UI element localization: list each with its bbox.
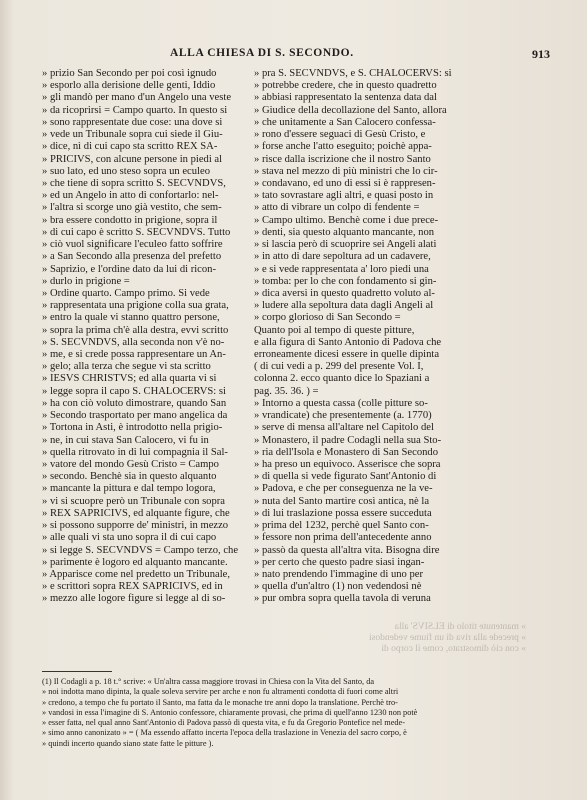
footnote-line: » esser fatta, nel qual anno Sant'Antonio di Padova passò di questa vita, e fu da Gregorio Pontefice nel mede-	[42, 718, 406, 728]
text-line: » atto di vibrare un colpo di fendente =	[254, 202, 420, 214]
right-text-column	[254, 68, 482, 606]
text-line: » sono rappresentate due cose: una dove si	[42, 116, 223, 128]
text-line: » dice, nì di cui capo sta scritto REX SA-	[42, 141, 218, 153]
text-line: » gli mandò per mano d'un Angelo una veste	[42, 92, 232, 104]
text-line: colonna 2. ecco quanto dice lo Spaziani a	[254, 373, 430, 385]
footnote-divider	[42, 671, 112, 672]
bleed-through-text	[186, 622, 526, 655]
text-line: » legge sopra il capo S. CHALOCERVS: si	[42, 385, 226, 397]
text-line: » Apparisce come nel predetto un Tribunale,	[42, 568, 230, 580]
text-line: » l'altra si scorge uno già vestito, che sem-	[42, 202, 222, 214]
text-line: » vi si scuopre però un Tribunale con sopra	[42, 495, 226, 507]
text-line: » pra S. SECVNDVS, e S. CHALOCERVS: si	[254, 68, 452, 79]
text-line: » denti, sia questo alquanto mancante, non	[254, 226, 435, 238]
text-line: » Secondo trasportato per mano angelica da	[42, 410, 228, 422]
text-line: » da ricoprirsi = Campo quarto. In questo si	[42, 104, 228, 116]
bleed-through-line: » con ciò dimostrato, come il corpo di	[381, 644, 526, 654]
text-line: » prima del 1232, perchè quel Santo con-	[254, 520, 429, 532]
text-line: » nuta del Santo martire così antica, nè la	[254, 495, 430, 507]
text-line: » ha con ciò voluto dimostrare, quando San	[42, 397, 227, 409]
page-header	[40, 47, 550, 63]
text-line: » sopra la prima ch'è alla destra, evvi scritto	[42, 324, 229, 336]
text-line: » prizio San Secondo per poi così ignudo	[42, 68, 217, 79]
text-line: » stava nel mezzo di più ministri che lo cir-	[254, 165, 438, 177]
footnote	[42, 677, 502, 749]
text-line: » alle quali vi sta uno sopra il di cui capo	[42, 532, 217, 544]
text-line: » ciò vuol significare l'eculeo fatto soffrire	[42, 239, 223, 251]
text-line: » potrebbe credere, che in questo quadretto	[254, 80, 437, 92]
text-line: » ria dell'Isola e Monastero di San Secondo	[254, 446, 439, 458]
text-line: » di cui capo è scritto S. SECVNDVS. Tutto	[42, 226, 231, 238]
bleed-through-line: » precede alla riva di un fiume vedendosi	[369, 633, 526, 643]
text-line: » me, e si crede possa rappresentare un An-	[42, 349, 226, 361]
text-line: » e si vede rappresentata a' loro piedi una	[254, 263, 429, 275]
text-line: » si lascia però di scuoprire sei Angeli alati	[254, 239, 437, 251]
footnote-line: » simo anno canonizato » = ( Ma essendo affatto incerta l'epoca della traslazione in Venezia del sacro corpo, è	[42, 728, 407, 738]
footnote-line: » credono, a tempo che fu portato il Santo, ma fatta da le monache tre anni dopo la translatione. Perchè tro-	[42, 697, 398, 707]
text-line: » passò da questa all'altra vita. Bisogna dire	[254, 544, 440, 556]
text-line: » secondo. Benchè sia in questo alquanto	[42, 471, 217, 483]
text-line: » condavano, ed uno di essi si è rappresen-	[254, 177, 436, 189]
text-line: » S. SECVNDVS, alla seconda non v'è no-	[42, 336, 225, 348]
text-line: pag. 35. 36. ) =	[254, 385, 319, 397]
text-line: » corpo glorioso di San Secondo =	[254, 312, 401, 324]
text-line: » ed un Angelo in atto di confortarlo: nel-	[42, 190, 219, 202]
text-line: » Tortona in Asti, è introdotto nella prigio-	[42, 422, 223, 434]
text-line: erroneamente dicesi essere in quelle dipinta	[254, 349, 440, 361]
text-line: » che unitamente a San Calocero confessa-	[254, 116, 436, 128]
text-line: » PRICIVS, con alcune persone in piedi al	[42, 153, 223, 165]
text-line: » di lui traslazione possa essere succeduta	[254, 507, 432, 519]
text-line: » vatore del mondo Gesù Cristo = Campo	[42, 459, 219, 470]
text-line: » Padova, e che per conseguenza ne la ve-	[254, 483, 433, 495]
text-line: » che tiene di sopra scritto S. SECVNDVS,	[42, 177, 226, 189]
text-line: » REX SAPRICIVS, ed alquante figure, che	[42, 507, 230, 519]
text-line: » mezzo alle logore figure si legge al di so-	[42, 593, 226, 605]
text-line: » durlo in prigione =	[42, 275, 130, 287]
text-line: » esporlo alla derisione delle genti, Iddio	[42, 80, 216, 92]
text-line: » di quella si vede figurato Sant'Antonio di	[254, 471, 437, 483]
text-line: » si possono supporre de' ministri, in mezzo	[42, 520, 229, 532]
text-line: » parimente è logoro ed alquanto mancante.	[42, 556, 228, 568]
text-line: ( di cui vedi a p. 299 del presente Vol. I,	[254, 361, 424, 373]
text-line: e alla figura di Santo Antonio di Padova che	[254, 336, 442, 348]
text-line: » rappresentata una prigione colla sua grata,	[42, 300, 229, 312]
text-line: » nato prendendo l'immagine di uno per	[254, 568, 424, 580]
text-line: » pur ombra sopra quella tavola di veruna	[254, 593, 431, 605]
text-line: Quanto poi al tempo di queste pitture,	[254, 324, 415, 336]
text-line: » vede un Tribunale sopra cui siede il Giu-	[42, 129, 223, 141]
text-line: » gelo; alla terza che segue vi sta scritto	[42, 361, 211, 373]
text-line: » tato sovrastare agli altri, e quasi posto in	[254, 190, 434, 202]
text-line: » Saprizio, e l'ordine dato da lui di ricon-	[42, 263, 217, 275]
text-line: » per certo che questo padre siasi ingan-	[254, 556, 425, 568]
text-line: » ludere alla sepoltura data dagli Angeli al	[254, 300, 434, 312]
text-line: » mancante la pittura e dal tempo logora,	[42, 483, 216, 495]
text-line: » in atto di dare sepoltura ad un cadavere,	[254, 251, 431, 263]
text-line: » fessore non prima dell'antecedente anno	[254, 532, 432, 544]
text-line: » Intorno a questa cassa (colle pitture so-	[254, 397, 428, 409]
text-line: » Monastero, il padre Codagli nella sua Sto-	[254, 434, 442, 446]
text-line: » ne, in cui stava San Calocero, vi fu in	[42, 434, 209, 446]
text-line: » Campo ultimo. Benchè come i due prece-	[254, 214, 439, 226]
text-line: » Ordine quarto. Campo primo. Si vede	[42, 287, 210, 299]
bleed-through-line: » mantenute titolo di ELSIVS' alla	[394, 622, 526, 632]
footnote-line: » noi indotta mano dipinta, la quale soleva servire per arche e non fu altramenti condotta di fuori come altri	[42, 687, 399, 697]
text-line: » Giudice della decollazione del Santo, allora	[254, 104, 447, 116]
footnote-line: (1) Il Codagli a p. 18 t.° scrive: « Un'altra cassa maggiore trovasi in Chiesa con la Vita del Santo, da	[42, 677, 375, 686]
text-line: » forse anche l'atto eseguito; poichè appa-	[254, 141, 432, 153]
page-number: 913	[532, 47, 550, 61]
running-title: ALLA CHIESA DI S. SECONDO.	[170, 47, 354, 59]
text-line: » abbiasi rappresentato la sentenza data dal	[254, 92, 437, 104]
text-line: » entro la quale vi stanno quattro persone,	[42, 312, 220, 324]
text-line: » e scrittori sopra REX SAPRICIVS, ed in	[42, 581, 223, 593]
footnote-line: » quindi incerto quando siano state fatte le pitture ).	[42, 738, 214, 748]
left-text-column	[42, 68, 266, 606]
text-line: » risce dalla iscrizione che il nostro Santo	[254, 153, 431, 165]
footnote-line: » vandosi in essa l'imagine di S. Antonio confessore, chiaramente provasi, che prima di quell'anno 1230 non potè	[42, 707, 418, 717]
text-line: » IESVS CHRISTVS; ed alla quarta vi si	[42, 373, 217, 385]
text-line: » serve di mensa all'altare nel Capitolo del	[254, 422, 434, 434]
text-line: » quella d'un'altro (1) non vedendosi nè	[254, 581, 422, 593]
text-line: » ha preso un equivoco. Asserisce che sopra	[254, 459, 441, 470]
text-line: » tomba: per lo che con fondamento si gin-	[254, 275, 437, 287]
text-line: » rono d'essere seguaci di Gesù Cristo, e	[254, 129, 426, 141]
text-line: » suo lato, ed uno steso sopra un eculeo	[42, 165, 210, 177]
text-line: » si legge S. SECVNDVS = Campo terzo, che	[42, 544, 239, 556]
text-line: » dica aversi in questo quadretto voluto al-	[254, 287, 435, 299]
text-line: » a San Secondo alla presenza del prefetto	[42, 251, 222, 263]
text-line: » vrandicate) che presentemente (a. 1770)	[254, 410, 432, 422]
text-line: » quella ritrovato in di lui compagnia il Sal-	[42, 446, 228, 458]
text-line: » bra essere condotto in prigione, sopra il	[42, 214, 218, 226]
